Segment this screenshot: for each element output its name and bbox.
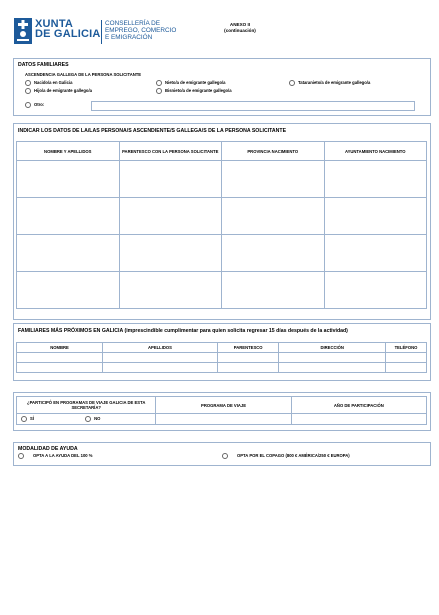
cell-input[interactable] bbox=[17, 161, 120, 198]
cell-input[interactable] bbox=[324, 272, 427, 309]
option-yes[interactable] bbox=[21, 416, 34, 421]
cell-input[interactable] bbox=[279, 363, 386, 373]
family-data-section bbox=[13, 58, 431, 116]
cell-input[interactable] bbox=[217, 353, 279, 363]
option-label: Nacido/a en Galicia bbox=[34, 80, 73, 86]
header-first-name: NOMBRE bbox=[17, 343, 103, 353]
annex-heading bbox=[180, 22, 300, 34]
option-label: Nieto/a de emigrante gallego/a bbox=[165, 80, 226, 86]
cell-input[interactable] bbox=[119, 235, 222, 272]
cell-input[interactable] bbox=[385, 353, 426, 363]
cell-input[interactable] bbox=[17, 363, 103, 373]
header-program: PROGRAMA DE VIAJE bbox=[156, 397, 291, 414]
yes-label: SÍ bbox=[30, 416, 34, 422]
table-row bbox=[17, 272, 427, 309]
cell-input[interactable] bbox=[385, 363, 426, 373]
dept-line2: EMPREGO, COMERCIO bbox=[105, 27, 177, 34]
program-table bbox=[16, 396, 427, 425]
cell-input[interactable] bbox=[17, 198, 120, 235]
other-input[interactable] bbox=[91, 101, 415, 111]
logo-line2: DE GALICIA bbox=[35, 28, 101, 40]
option-label: Hijo/a de emigrante gallego/a bbox=[34, 88, 92, 94]
program-section bbox=[13, 392, 431, 431]
annex-subtitle: (continuación) bbox=[224, 28, 256, 33]
header-municipality: AYUNTAMIENTO NACIMIENTO bbox=[324, 142, 427, 161]
option-born-galicia[interactable] bbox=[25, 80, 72, 86]
cell-input[interactable] bbox=[222, 235, 325, 272]
participation-question: ¿PARTICIPÓ EN PROGRAMAS DE VIAJE GALICIA DE ESTA SECRETARÍA? bbox=[17, 397, 156, 414]
table-row bbox=[17, 353, 427, 363]
cell-input[interactable] bbox=[222, 161, 325, 198]
option-grandchild[interactable] bbox=[156, 80, 226, 86]
cell-input[interactable] bbox=[222, 198, 325, 235]
cell-input[interactable] bbox=[222, 272, 325, 309]
cell-input[interactable] bbox=[324, 161, 427, 198]
option-label: OPTA A LA AYUDA DEL 100 % bbox=[33, 453, 93, 459]
table-row bbox=[17, 363, 427, 373]
option-label: Tataranieto/a de emigrante gallego/a bbox=[298, 80, 371, 86]
cell-input[interactable] bbox=[17, 235, 120, 272]
header-province: PROVINCIA NACIMIENTO bbox=[222, 142, 325, 161]
relatives-heading bbox=[18, 328, 348, 334]
option-label: Otro: bbox=[34, 102, 45, 108]
no-label: NO bbox=[94, 416, 101, 422]
option-label: OPTA POR EL COPAGO (800 € AMÉRICA/250 € EUROPA) bbox=[237, 453, 350, 459]
relatives-title: FAMILIARES MÁS PRÓXIMOS EN GALICIA bbox=[18, 328, 124, 334]
program-input[interactable] bbox=[156, 414, 291, 425]
cell-input[interactable] bbox=[103, 353, 218, 363]
dept-line3: E EMIGRACIÓN bbox=[105, 34, 153, 41]
dept-line1: CONSELLERÍA DE bbox=[105, 20, 161, 27]
ascendants-title: INDICAR LOS DATOS DE LA/LAS PERSONA/S ASCENDIENTE/S GALLEGA/S DE LA PERSONA SOLICITANTE bbox=[18, 128, 287, 134]
header-year: AÑO DE PARTICIPACIÓN bbox=[291, 397, 426, 414]
cell-input[interactable] bbox=[119, 198, 222, 235]
cell-input[interactable] bbox=[324, 198, 427, 235]
relatives-note: (imprescindible cumplimentar para quien solicita regresar 15 días después de la actividad) bbox=[124, 328, 348, 334]
cell-input[interactable] bbox=[103, 363, 218, 373]
cell-input[interactable] bbox=[119, 272, 222, 309]
cell-input[interactable] bbox=[279, 353, 386, 363]
header-phone: TELÉFONO bbox=[385, 343, 426, 353]
xunta-logo-icon bbox=[14, 18, 32, 44]
cell-input[interactable] bbox=[217, 363, 279, 373]
header-relationship: PARENTESCO CON LA PERSONA SOLICITANTE bbox=[119, 142, 222, 161]
relatives-table bbox=[16, 342, 427, 373]
family-subtitle: ASCENDENCIA GALLEGA DE LA PERSONA SOLICITANTE bbox=[25, 72, 142, 77]
header-address: DIRECCIÓN bbox=[279, 343, 386, 353]
radio-icon bbox=[222, 453, 228, 459]
year-input[interactable] bbox=[291, 414, 426, 425]
option-other[interactable] bbox=[25, 102, 44, 108]
logo-line1: XUNTA bbox=[35, 18, 74, 30]
radio-icon bbox=[85, 416, 91, 422]
ascendants-section bbox=[13, 123, 431, 320]
radio-icon bbox=[156, 88, 162, 94]
option-copayment[interactable] bbox=[222, 453, 350, 459]
table-row bbox=[17, 161, 427, 198]
option-child[interactable] bbox=[25, 88, 92, 94]
header-surnames: APELLIDOS bbox=[103, 343, 218, 353]
annex-title: ANEXO II bbox=[229, 22, 251, 27]
radio-icon bbox=[25, 102, 31, 108]
radio-icon bbox=[25, 80, 31, 86]
header-name: NOMBRE Y APELLIDOS bbox=[17, 142, 120, 161]
logo-text bbox=[35, 19, 101, 39]
radio-icon bbox=[21, 416, 27, 422]
header-kinship: PARENTESCO bbox=[217, 343, 279, 353]
family-title: DATOS FAMILIARES bbox=[18, 62, 69, 68]
option-great-great-grandchild[interactable] bbox=[289, 80, 370, 86]
option-label: Bisnieto/a de emigrante gallego/a bbox=[165, 88, 232, 94]
table-row bbox=[17, 198, 427, 235]
radio-icon bbox=[156, 80, 162, 86]
ascendants-table bbox=[16, 141, 427, 309]
radio-icon bbox=[25, 88, 31, 94]
aid-section bbox=[13, 442, 431, 466]
option-no[interactable] bbox=[85, 416, 100, 421]
aid-title: MODALIDAD DE AYUDA bbox=[18, 446, 78, 452]
radio-icon bbox=[18, 453, 24, 459]
cell-input[interactable] bbox=[324, 235, 427, 272]
department-name bbox=[105, 20, 176, 41]
option-great-grandchild[interactable] bbox=[156, 88, 232, 94]
option-full-aid[interactable] bbox=[18, 453, 93, 459]
table-row bbox=[17, 235, 427, 272]
radio-icon bbox=[289, 80, 295, 86]
logo-separator bbox=[101, 20, 102, 44]
cell-input[interactable] bbox=[17, 272, 120, 309]
cell-input[interactable] bbox=[119, 161, 222, 198]
relatives-section bbox=[13, 323, 431, 381]
cell-input[interactable] bbox=[17, 353, 103, 363]
yes-no-cell bbox=[17, 414, 156, 425]
